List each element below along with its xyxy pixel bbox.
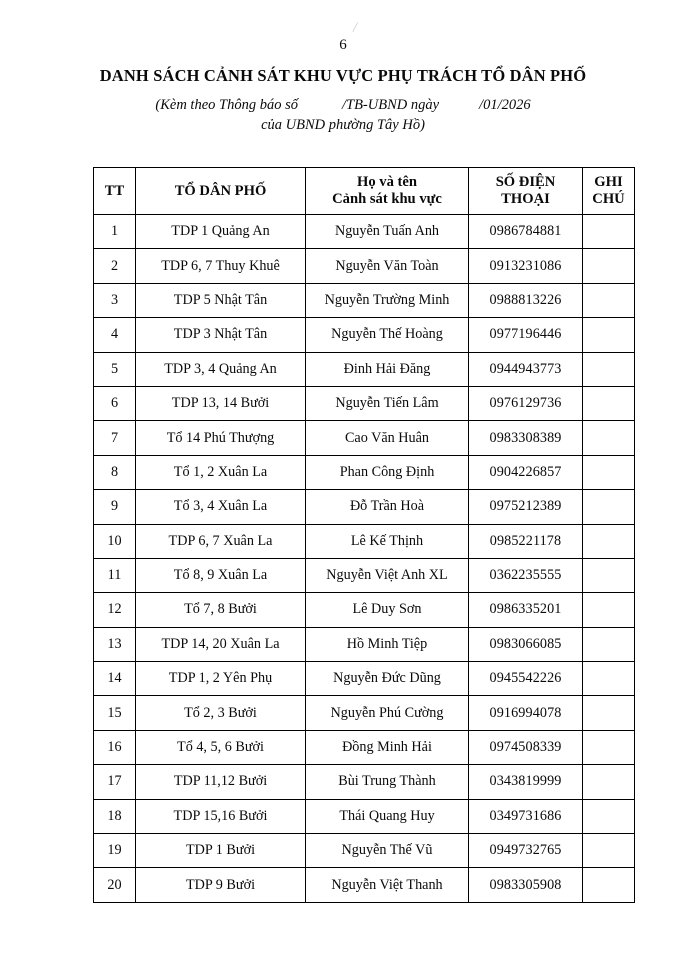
table-cell-index: 1 <box>94 215 136 249</box>
page-number-area <box>0 19 686 54</box>
table-row <box>94 834 635 868</box>
table-cell-note <box>583 696 635 730</box>
table-cell-phone: 0974508339 <box>469 730 583 764</box>
table-cell-note <box>583 730 635 764</box>
header-note-line1: GHI <box>594 174 623 190</box>
table-cell-phone: 0904226857 <box>469 455 583 489</box>
table-row <box>94 627 635 661</box>
table-cell-index: 17 <box>94 765 136 799</box>
subtitle-notice-date: /01/2026 <box>479 97 531 113</box>
table-cell-note <box>583 249 635 283</box>
table-cell-name: Phan Công Định <box>306 455 469 489</box>
table-cell-note <box>583 662 635 696</box>
table-cell-index: 10 <box>94 524 136 558</box>
stray-slash-mark: / <box>352 19 359 37</box>
table-cell-name: Nguyễn Phú Cường <box>306 696 469 730</box>
table-cell-phone: 0913231086 <box>469 249 583 283</box>
table-cell-index: 14 <box>94 662 136 696</box>
table-cell-phone: 0916994078 <box>469 696 583 730</box>
table-cell-name: Hồ Minh Tiệp <box>306 627 469 661</box>
table-cell-note <box>583 799 635 833</box>
subtitle-notice-code: /TB-UBND ngày <box>341 97 440 113</box>
table-cell-phone: 0945542226 <box>469 662 583 696</box>
table-cell-name: Nguyễn Thế Vũ <box>306 834 469 868</box>
table-row <box>94 730 635 764</box>
document-subtitle <box>0 95 686 135</box>
table-row <box>94 352 635 386</box>
table-cell-name: Đỗ Trần Hoà <box>306 490 469 524</box>
table-cell-tdp: Tổ 3, 4 Xuân La <box>136 490 306 524</box>
table-cell-tdp: TDP 1, 2 Yên Phụ <box>136 662 306 696</box>
table-cell-tdp: TDP 3, 4 Quảng An <box>136 352 306 386</box>
table-row <box>94 593 635 627</box>
table-cell-phone: 0977196446 <box>469 318 583 352</box>
table-cell-tdp: Tổ 4, 5, 6 Bưởi <box>136 730 306 764</box>
table-cell-name: Lê Duy Sơn <box>306 593 469 627</box>
table-cell-phone: 0343819999 <box>469 765 583 799</box>
table-cell-note <box>583 352 635 386</box>
table-cell-tdp: Tổ 8, 9 Xuân La <box>136 558 306 592</box>
table-cell-name: Đồng Minh Hải <box>306 730 469 764</box>
table-cell-index: 5 <box>94 352 136 386</box>
header-tel-line1: SỐ ĐIỆN <box>495 174 556 190</box>
table-cell-index: 16 <box>94 730 136 764</box>
table-cell-tdp: TDP 6, 7 Xuân La <box>136 524 306 558</box>
table-row <box>94 696 635 730</box>
table-cell-tdp: TDP 14, 20 Xuân La <box>136 627 306 661</box>
subtitle-issuer: của UBND phường Tây Hồ) <box>261 117 425 133</box>
table-cell-note <box>583 318 635 352</box>
table-cell-tdp: Tổ 14 Phú Thượng <box>136 421 306 455</box>
table-cell-phone: 0985221178 <box>469 524 583 558</box>
table-cell-name: Bùi Trung Thành <box>306 765 469 799</box>
table-cell-phone: 0988813226 <box>469 283 583 317</box>
table-cell-tdp: TDP 5 Nhật Tân <box>136 283 306 317</box>
table-cell-note <box>583 386 635 420</box>
table-cell-tdp: Tổ 1, 2 Xuân La <box>136 455 306 489</box>
table-cell-name: Nguyễn Trường Minh <box>306 283 469 317</box>
table-row <box>94 386 635 420</box>
page-number-value: 6 <box>339 37 347 53</box>
header-name-line2: Cảnh sát khu vực <box>332 191 442 207</box>
table-cell-tdp: TDP 6, 7 Thuy Khuê <box>136 249 306 283</box>
table-cell-note <box>583 283 635 317</box>
table-cell-index: 3 <box>94 283 136 317</box>
table-cell-phone: 0944943773 <box>469 352 583 386</box>
table-cell-note <box>583 558 635 592</box>
table-cell-name: Lê Kế Thịnh <box>306 524 469 558</box>
table-cell-index: 15 <box>94 696 136 730</box>
table-row <box>94 868 635 902</box>
table-cell-name: Đinh Hải Đăng <box>306 352 469 386</box>
table-cell-note <box>583 490 635 524</box>
roster-table <box>93 167 635 903</box>
table-row <box>94 662 635 696</box>
table-cell-index: 18 <box>94 799 136 833</box>
table-cell-index: 7 <box>94 421 136 455</box>
header-cell-tt: TT <box>94 168 136 215</box>
table-cell-phone: 0983066085 <box>469 627 583 661</box>
header-row <box>94 168 635 215</box>
table-cell-phone: 0976129736 <box>469 386 583 420</box>
table-cell-name: Nguyễn Việt Thanh <box>306 868 469 902</box>
table-cell-name: Nguyễn Tiến Lâm <box>306 386 469 420</box>
table-cell-note <box>583 524 635 558</box>
table-row <box>94 318 635 352</box>
table-body <box>94 215 635 903</box>
table-row <box>94 765 635 799</box>
table-cell-tdp: TDP 3 Nhật Tân <box>136 318 306 352</box>
roster-table-container <box>93 167 634 903</box>
table-cell-phone: 0983308389 <box>469 421 583 455</box>
table-cell-name: Nguyễn Tuấn Anh <box>306 215 469 249</box>
table-cell-index: 4 <box>94 318 136 352</box>
table-row <box>94 249 635 283</box>
header-cell-name <box>306 168 469 215</box>
table-cell-phone: 0986784881 <box>469 215 583 249</box>
table-cell-tdp: TDP 1 Quảng An <box>136 215 306 249</box>
table-cell-phone: 0362235555 <box>469 558 583 592</box>
table-cell-note <box>583 593 635 627</box>
table-cell-note <box>583 421 635 455</box>
table-row <box>94 558 635 592</box>
table-cell-index: 9 <box>94 490 136 524</box>
header-cell-tel <box>469 168 583 215</box>
table-row <box>94 799 635 833</box>
table-cell-phone: 0983305908 <box>469 868 583 902</box>
table-cell-tdp: TDP 1 Bưởi <box>136 834 306 868</box>
table-cell-note <box>583 834 635 868</box>
header-name-line1: Họ và tên <box>357 174 417 190</box>
table-cell-phone: 0986335201 <box>469 593 583 627</box>
table-cell-name: Nguyễn Thế Hoàng <box>306 318 469 352</box>
table-cell-index: 2 <box>94 249 136 283</box>
table-cell-tdp: TDP 11,12 Bưởi <box>136 765 306 799</box>
table-row <box>94 490 635 524</box>
header-note-line2: CHÚ <box>592 191 625 207</box>
header-cell-tdp: TỔ DÂN PHỐ <box>136 168 306 215</box>
table-cell-tdp: Tổ 7, 8 Bưởi <box>136 593 306 627</box>
header-tel-line2: THOẠI <box>501 191 550 207</box>
table-cell-index: 11 <box>94 558 136 592</box>
table-cell-index: 8 <box>94 455 136 489</box>
table-cell-name: Cao Văn Huân <box>306 421 469 455</box>
table-cell-tdp: TDP 15,16 Bưởi <box>136 799 306 833</box>
table-cell-name: Nguyễn Việt Anh XL <box>306 558 469 592</box>
table-cell-note <box>583 215 635 249</box>
subtitle-notice-prefix: (Kèm theo Thông báo số <box>155 97 298 113</box>
table-cell-name: Nguyễn Đức Dũng <box>306 662 469 696</box>
table-cell-index: 20 <box>94 868 136 902</box>
table-cell-note <box>583 868 635 902</box>
table-cell-index: 13 <box>94 627 136 661</box>
table-row <box>94 283 635 317</box>
table-cell-name: Nguyễn Văn Toàn <box>306 249 469 283</box>
table-cell-index: 19 <box>94 834 136 868</box>
table-cell-name: Thái Quang Huy <box>306 799 469 833</box>
table-cell-index: 6 <box>94 386 136 420</box>
header-cell-note <box>583 168 635 215</box>
table-cell-note <box>583 455 635 489</box>
table-cell-note <box>583 627 635 661</box>
table-cell-phone: 0949732765 <box>469 834 583 868</box>
table-cell-note <box>583 765 635 799</box>
table-row <box>94 421 635 455</box>
table-cell-phone: 0349731686 <box>469 799 583 833</box>
table-cell-index: 12 <box>94 593 136 627</box>
table-cell-phone: 0975212389 <box>469 490 583 524</box>
table-row <box>94 524 635 558</box>
table-cell-tdp: TDP 13, 14 Bưởi <box>136 386 306 420</box>
table-row <box>94 455 635 489</box>
document-title: DANH SÁCH CẢNH SÁT KHU VỰC PHỤ TRÁCH TỔ DÂN PHỐ <box>99 66 587 85</box>
table-row <box>94 215 635 249</box>
table-header <box>94 168 635 215</box>
page-number <box>339 19 359 54</box>
table-cell-tdp: TDP 9 Bưởi <box>136 868 306 902</box>
table-cell-tdp: Tổ 2, 3 Bưởi <box>136 696 306 730</box>
